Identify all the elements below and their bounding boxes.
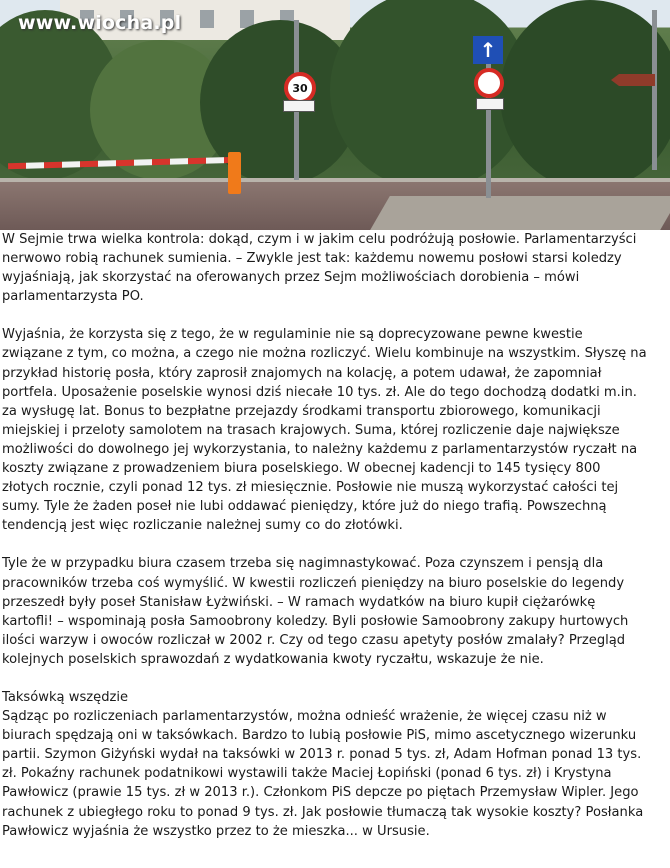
text-line: Pawłowicz wyjaśnia że wszystko przez to że mieszka... w Ursusie.	[2, 823, 430, 839]
header-photo	[0, 0, 670, 230]
text-line: parlamentarzysta PO.	[2, 289, 144, 305]
text-line: Wyjaśnia, że korzysta się z tego, że w regulaminie nie są doprecyzowane pewne kwestie	[2, 327, 583, 343]
text-line: kartofli! – wspominają posła Samoobrony koledzy. Byli posłowie Samoobrony zakupy hurtowych	[2, 613, 629, 629]
paragraph	[2, 325, 668, 535]
article-body	[2, 230, 668, 841]
text-line: miejskiej i przeloty samolotem na trasach krajowych. Suma, której rozliczenie daje największe	[2, 422, 620, 438]
text-line: przeszedł były poseł Stanisław Łyżwiński. – W ramach wydatków na biuro kupił ciężarówkę	[2, 594, 596, 610]
text-line: przykład historię posła, który zaprosił znajomych na kolację, a potem udawał, że zapomniał	[2, 365, 602, 381]
section-heading: Taksówką wszędzie	[2, 689, 129, 705]
text-line: złotych rocznie, czyli ponad 12 tys. zł miesięcznie. Posłowie nie muszą wykorzystać całości tej	[2, 480, 619, 496]
barrier-post	[228, 152, 241, 194]
text-line: Sądząc po rozliczeniach parlamentarzystów, można odnieść wrażenie, że więcej czasu niż w	[2, 709, 607, 725]
text-line: W Sejmie trwa wielka kontrola: dokąd, czym i w jakim celu podróżują posłowie. Parlamentarzyści	[2, 232, 637, 247]
text-line: tendencją jest więc rozliczanie należnej sumy co do złotówki.	[2, 518, 403, 534]
text-line: wyjaśniają, jak skorzystać na oferowanych przez Sejm możliwościach dorobienia – mówi	[2, 270, 580, 286]
text-line: biurach spędzają oni w taksówkach. Bardzo to lubią posłowie PiS, mimo ascetycznego wizerunku	[2, 728, 637, 744]
text-line: kolejnych poselskich sprawozdań z wydatkowania kwoty ryczałtu, wskazuje że nie.	[2, 651, 544, 667]
text-line: koszty związane z prowadzeniem biura poselskiego. W obecnej kadencji to 145 tysięcy 800	[2, 461, 601, 477]
text-line: portfela. Uposażenie poselskie wynosi dziś niecałe 10 tys. zł. Ale do tego dochodzą dodatki m.in.	[2, 384, 637, 400]
paragraph	[2, 554, 668, 669]
text-line: partii. Szymon Giżyński wydał na taksówki w 2013 r. ponad 5 tys. zł, Adam Hofman ponad 13 tys.	[2, 747, 642, 763]
one-way-arrow-icon: ↑	[473, 36, 503, 64]
text-line: związane z tym, co można, a czego nie można rozliczyć. Wielu kombinuje na wszystkim. Słyszę na	[2, 346, 647, 362]
text-line: sumy. Tyle że żaden poseł nie lubi oddawać pieniędzy, które już do niego trafią. Powszechną	[2, 499, 607, 515]
text-line: pracowników trzeba coś wymyślić. W kwestii rozliczeń pieniędzy na biuro poselskie do legendy	[2, 575, 625, 591]
text-line: ilości warzyw i owoców rozliczał w 2002 r. Czy od tego czasu apetyty posłów zmalały? Przegląd	[2, 632, 626, 648]
sign-plate	[476, 98, 504, 110]
text-line: Pawłowicz (prawie 15 tys. zł w 2013 r.). Członkom PiS depcze po piętach Przemysław Wipler. Jego	[2, 785, 639, 801]
paragraph	[2, 230, 668, 306]
sidewalk	[370, 196, 670, 230]
no-entry-sign	[474, 68, 504, 98]
watermark: www.wiocha.pl	[18, 12, 182, 34]
text-line: nerwowo robią rachunek sumienia. – Zwykle jest tak: każdemu nowemu posłowi starsi koledzy	[2, 251, 622, 267]
text-line: zł. Pokaźny rachunek podatnikowi wystawili także Maciej Łopiński (ponad 6 tys. zł) i Krystyna	[2, 766, 612, 782]
text-line: Tyle że w przypadku biura czasem trzeba się nagimnastykować. Poza czynszem i pensją dla	[2, 556, 604, 572]
text-line: rachunek z ubiegłego roku to ponad 9 tys. zł. Jak posłowie tłumaczą tak wysokie koszty? Posłanka	[2, 804, 644, 820]
sign-plate	[283, 100, 315, 112]
text-line: możliwości do dowolnego jej wykorzystania, to należny każdemu z parlamentarzystów ryczałt na	[2, 441, 638, 457]
speed-limit-value: 30	[292, 81, 308, 95]
direction-sign	[611, 74, 655, 86]
text-line: za wysługę lat. Bonus to bezpłatne przejazdy środkami transportu zbiorowego, komunikacji	[2, 403, 601, 419]
paragraph	[2, 688, 668, 841]
